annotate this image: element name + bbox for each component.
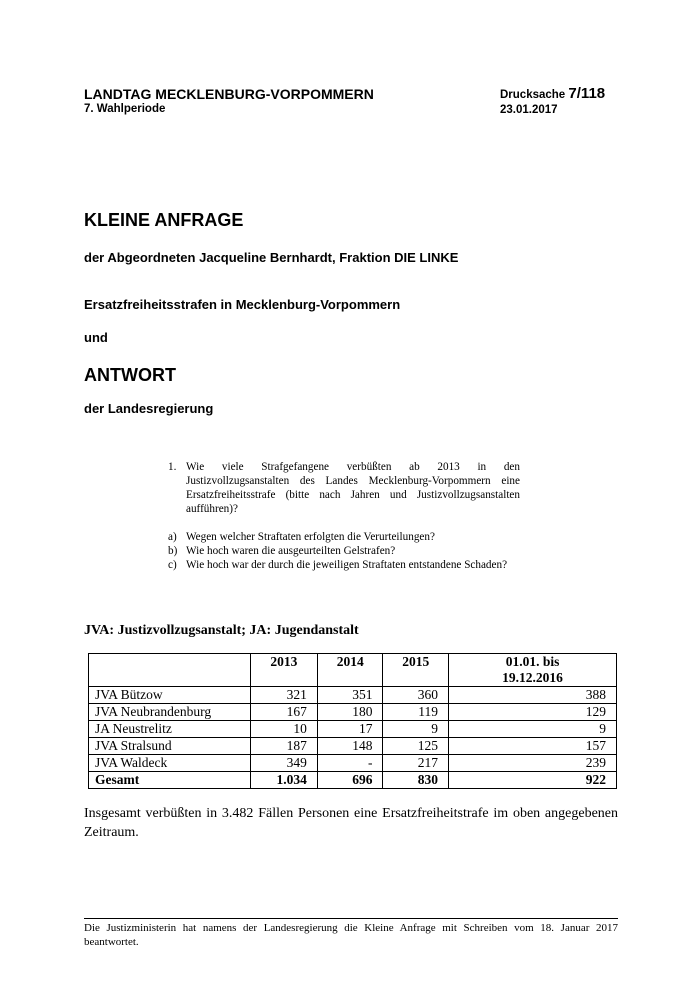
table-cell: 696: [317, 772, 383, 789]
table-header-cell: 2013: [250, 654, 317, 687]
table-cell: 349: [250, 755, 317, 772]
table-cell: 180: [317, 704, 383, 721]
table-cell: -: [317, 755, 383, 772]
table-cell-name: JVA Stralsund: [89, 738, 251, 755]
sub-question-text: Wegen welcher Straftaten erfolgten die Verurteilungen?: [186, 531, 435, 543]
document-date: 23.01.2017: [500, 104, 558, 116]
sub-question-letter: a): [168, 531, 177, 543]
header-left: [84, 86, 374, 116]
table-cell: 239: [449, 755, 617, 772]
sub-question-text: Wie hoch waren die ausgeurteilten Gelstrafen?: [186, 545, 396, 557]
sub-question-letter: c): [168, 559, 177, 571]
table-cell: 922: [449, 772, 617, 789]
table-cell: 9: [449, 721, 617, 738]
drucksache-number: 7/118: [568, 85, 606, 102]
table-cell: 167: [250, 704, 317, 721]
table-header-row: [89, 654, 617, 687]
subtitle-abgeordnete: der Abgeordneten Jacqueline Bernhardt, Fraktion DIE LINKE: [84, 250, 459, 265]
table-row: [89, 721, 617, 738]
table-header-cell: 2015: [383, 654, 449, 687]
table-row: [89, 738, 617, 755]
table-cell: 1.034: [250, 772, 317, 789]
table-cell-name: JA Neustrelitz: [89, 721, 251, 738]
table-cell-name: JVA Bützow: [89, 687, 251, 704]
data-table: [88, 653, 617, 789]
footnote-text: Die Justizministerin hat namens der Landesregierung die Kleine Anfrage mit Schreiben vom 18. Januar 2017 beantwortet.: [84, 922, 618, 948]
table-cell: 17: [317, 721, 383, 738]
table-cell-name: Gesamt: [89, 772, 251, 789]
subtitle-topic: Ersatzfreiheitsstrafen in Mecklenburg-Vorpommern: [84, 297, 401, 312]
drucksache-line: [500, 86, 605, 103]
title-kleine-anfrage: KLEINE ANFRAGE: [84, 210, 244, 230]
sub-question-b: [168, 544, 520, 558]
table-cell: 119: [383, 704, 449, 721]
table-total-row: [89, 772, 617, 789]
table-cell: 10: [250, 721, 317, 738]
subtitle-landesregierung: der Landesregierung: [84, 401, 214, 416]
table-cell: 9: [383, 721, 449, 738]
table-row: [89, 687, 617, 704]
table-cell: 129: [449, 704, 617, 721]
period-line-2: 19.12.2016: [502, 670, 563, 685]
table-cell: 187: [250, 738, 317, 755]
table-cell: 360: [383, 687, 449, 704]
table-cell: 217: [383, 755, 449, 772]
table-cell-name: JVA Waldeck: [89, 755, 251, 772]
subtitle-und: und: [84, 330, 108, 345]
table-row: [89, 755, 617, 772]
drucksache-label: Drucksache: [500, 89, 566, 101]
table-header-cell: [89, 654, 251, 687]
table-cell: 830: [383, 772, 449, 789]
title-antwort: ANTWORT: [84, 365, 176, 385]
table-cell: 148: [317, 738, 383, 755]
sub-question-letter: b): [168, 545, 178, 557]
sub-question-text: Wie hoch war der durch die jeweiligen Straftaten entstandene Schaden?: [186, 559, 508, 571]
question-row: [168, 460, 520, 516]
question-number: 1.: [168, 461, 177, 473]
table-header-cell-period: [449, 654, 617, 687]
summary-text: Insgesamt verbüßten in 3.482 Fällen Personen eine Ersatzfreiheitstrafe im oben angegebenen Zeitraum.: [84, 806, 618, 840]
period-line-1: 01.01. bis: [505, 654, 560, 669]
table-cell: 157: [449, 738, 617, 755]
wahlperiode: 7. Wahlperiode: [84, 103, 166, 115]
table-cell: 351: [317, 687, 383, 704]
table-cell-name: JVA Neubrandenburg: [89, 704, 251, 721]
sub-question-list: [168, 530, 520, 572]
table-cell: 321: [250, 687, 317, 704]
landtag-name: LANDTAG MECKLENBURG-VORPOMMERN: [84, 86, 374, 102]
table-caption: JVA: Justizvollzugsanstalt; JA: Jugendanstalt: [84, 623, 359, 638]
header-right: [500, 86, 605, 117]
table-row: [89, 704, 617, 721]
sub-question-c: [168, 558, 520, 572]
table-header-cell: 2014: [317, 654, 383, 687]
question-block: [168, 460, 520, 572]
question-text: Wie viele Strafgefangene verbüßten ab 2013 in den Justizvollzugsanstalten des Landes Mecklenburg-Vorpommern eine Ersatzfreiheitsstrafe (bitte nach Jahren und Justizvollzugsanstalten aufführen)?: [186, 461, 520, 515]
table-cell: 388: [449, 687, 617, 704]
footnote-divider: [84, 918, 618, 919]
sub-question-a: [168, 530, 520, 544]
table-cell: 125: [383, 738, 449, 755]
